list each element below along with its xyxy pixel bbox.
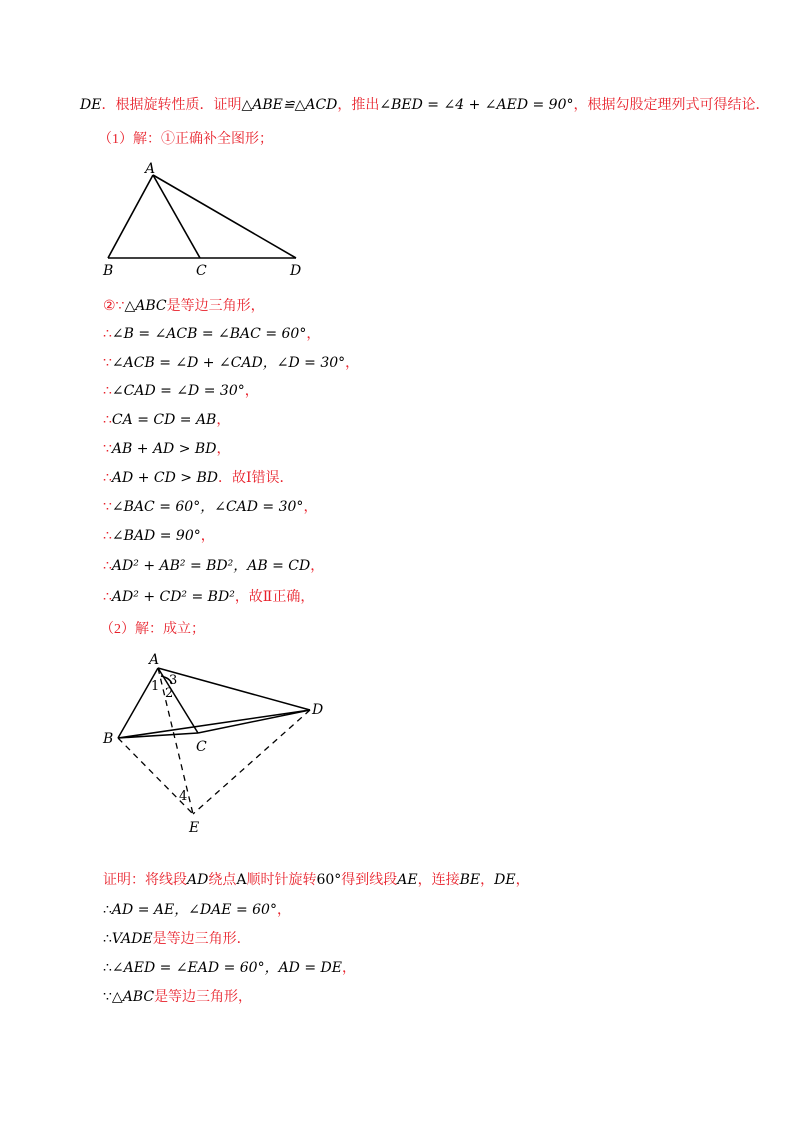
part1-line: ∴AD + CD > BD．故Ⅰ错误． (103, 470, 294, 486)
intro-de: DE (80, 97, 102, 113)
fig2-label-c: C (196, 739, 207, 755)
part2-line: ∴AD = AE，∠DAE = 60°， (103, 902, 291, 918)
part2-line: ∴∠AED = ∠EAD = 60°，AD = DE， (103, 960, 356, 976)
part2-line: ∵△ABC是等边三角形， (103, 989, 253, 1005)
fig2-angle-1: 1 (151, 679, 160, 694)
fig2-angle-3: 3 (169, 673, 178, 688)
fig2-label-e: E (189, 820, 200, 836)
intro-line (80, 95, 769, 116)
intro-congruence: △ABE≌△ACD (241, 97, 338, 113)
part2-line: ∴VADE是等边三角形． (103, 931, 251, 947)
fig1-label-c: C (196, 263, 207, 279)
part1-line: ∴∠CAD = ∠D = 30°， (103, 383, 259, 399)
part1-line: ②∵△ABC是等边三角形， (103, 298, 265, 314)
fig2-angle-4: 4 (179, 789, 188, 804)
intro-text-2: ，推出 (337, 98, 380, 113)
part1-line: ∵AB + AD > BD， (103, 441, 231, 457)
part1-line: ∵∠ACB = ∠D + ∠CAD，∠D = 30°， (103, 355, 360, 371)
part1-line: ∴∠BAD = 90°， (103, 528, 215, 544)
fig1-label-b: B (103, 263, 114, 279)
part1-line: ∵∠BAC = 60°，∠CAD = 30°， (103, 499, 318, 515)
fig2-angle-2: 2 (165, 686, 174, 701)
fig2-label-d: D (312, 702, 324, 718)
figure-1-triangle (98, 160, 328, 280)
intro-text-1: ．根据旋转性质．证明 (101, 98, 242, 113)
part1-heading: （1）解：①正确补全图形； (98, 132, 273, 147)
part1-line: ∴∠B = ∠ACB = ∠BAC = 60°， (103, 326, 321, 342)
part2-proof-head: 证明：将线段AD绕点A顺时针旋转60°得到线段AE，连接BE，DE， (103, 872, 530, 888)
fig2-label-b: B (103, 731, 114, 747)
figure-2-rotation (98, 648, 338, 848)
intro-text-3: ，根据勾股定理列式可得结论． (573, 98, 770, 113)
fig1-label-a: A (145, 161, 156, 177)
part2-heading: （2）解：成立； (100, 622, 205, 637)
part1-line: ∴AD² + CD² = BD²，故Ⅱ正确， (103, 589, 315, 605)
part1-line: ∴CA = CD = AB， (103, 412, 231, 428)
fig2-label-a: A (149, 652, 160, 668)
intro-equation: ∠BED = ∠4 + ∠AED = 90° (379, 97, 574, 113)
part1-line: ∴AD² + AB² = BD²，AB = CD， (103, 558, 325, 574)
fig1-label-d: D (290, 263, 302, 279)
